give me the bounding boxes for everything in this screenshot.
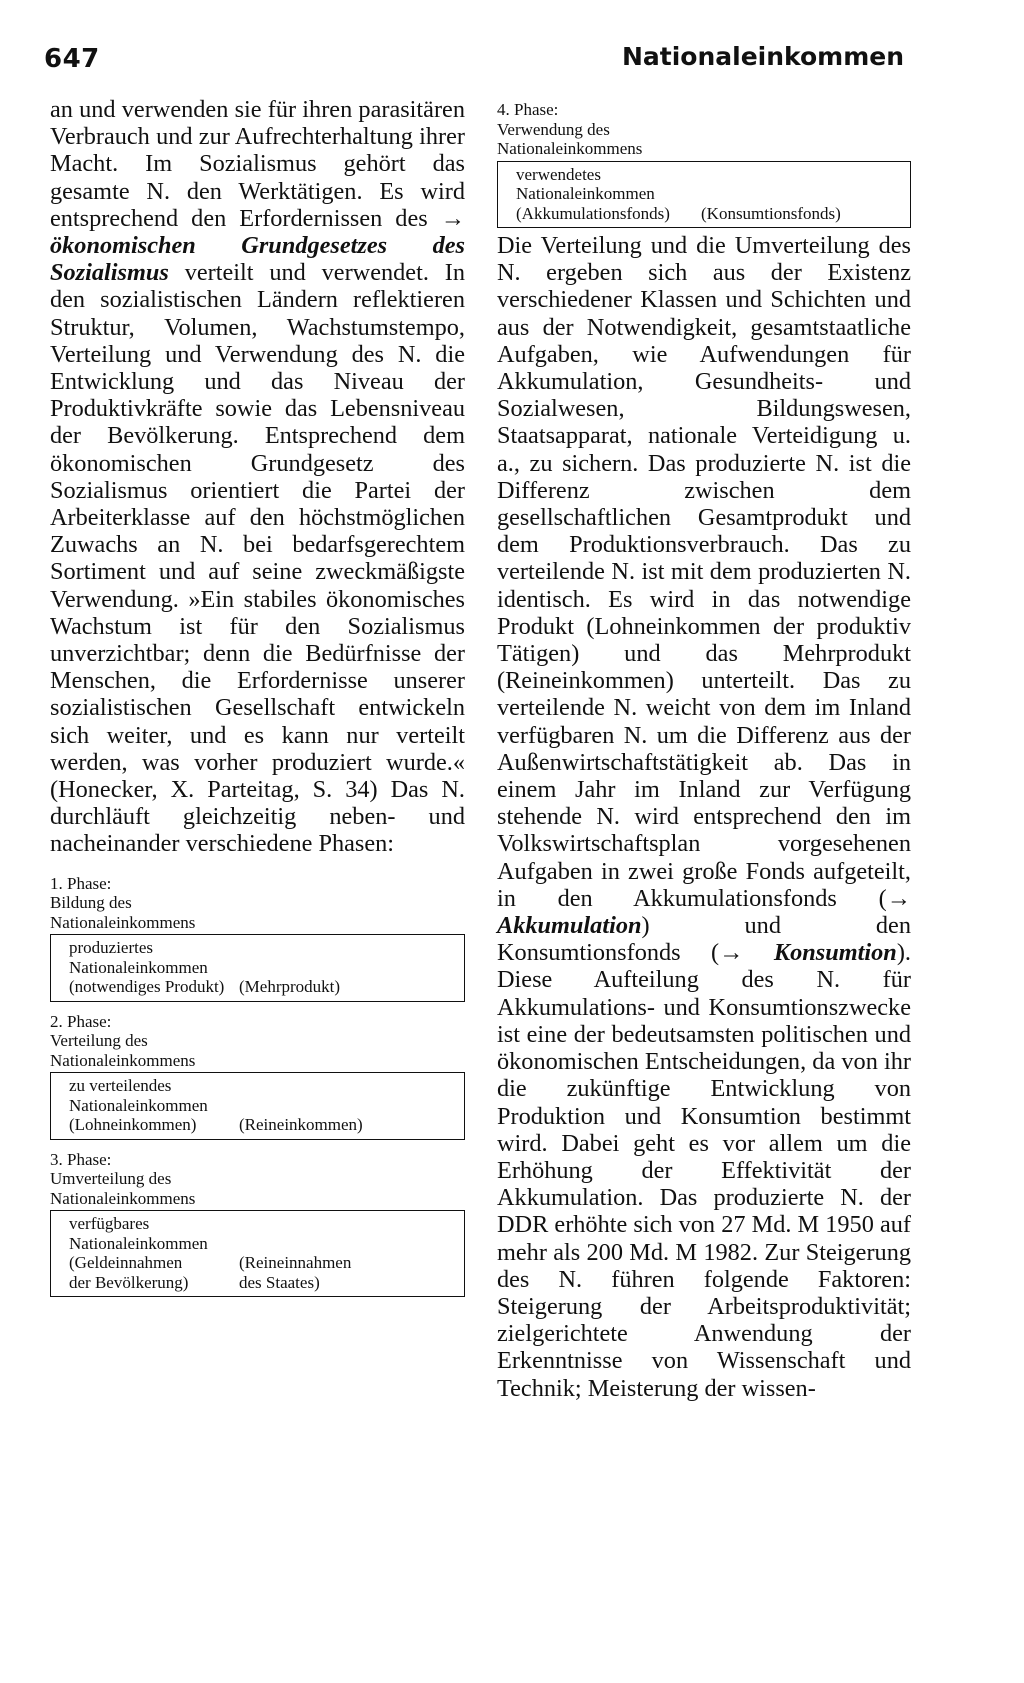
phase-4 [497,100,911,228]
left-column [50,96,465,1307]
phase-label: 3. Phase: [50,1149,112,1169]
phase-title-line-1: Verwendung des [497,119,610,139]
box-split [69,1115,456,1135]
cross-reference-link-akkumulation[interactable]: Akkumulation [497,912,642,940]
phase-1 [50,874,465,1002]
box-left-part: (Akkumulationsfonds) [516,203,670,223]
phase-title-line-1: Umverteilung des [50,1169,172,1189]
cross-reference-link-konsumtion[interactable]: Konsumtion [773,939,897,967]
left-text-b: verteilt und verwendet. In den sozialistischen Ländern reflektieren Struktur, Volumen, Wachstumstempo, Verteilung und Verwendung des N. die Entwicklung und das Niveau der Produktivkräfte sowie das Lebensniveau der Bevölkerung. Entsprechend dem ökonomischen Grundgesetz des Sozialismus orientiert die Partei der Arbeiterklasse auf den höchstmöglichen Zuwachs an N. bei bedarfsgerechtem Sortiment und auf seine zweckmäßigste Verwendung. »Ein stabiles ökonomisches Wachstum ist für den Sozialismus unverzichtbar; denn die Bedürfnisse der Menschen, die Erfordernisse unserer sozialistischen Gesellschaft entwickeln sich weiter, und es kann nur verteilt werden, was vorher produziert wurde.« (Honecker, X. Parteitag, S. 34) Das N. durchläuft gleichzeitig neben- und nacheinander verschiedene Phasen: [50,259,465,858]
box-head-line-1: zu verteilendes [69,1076,172,1096]
phase-title-line-2: Nationaleinkommens [50,1188,196,1208]
phase-label: 2. Phase: [50,1011,112,1031]
running-head: Nationaleinkommen [621,42,904,71]
right-text-c: ). Diese Aufteilung des N. für Akkumulations- und Konsumtionszwecke ist eine der bedeutsamsten politischen und ökonomischen Entscheidungen, da von ihr die zukünftige Entwicklung von Produktion und Konsumtion bestimmt wird. Dabei geht es vor allem um die Erhöhung der Effektivität der Akkumulation. Das produzierte N. der DDR erhöhte sich von 27 Md. M 1950 auf mehr als 200 Md. M 1982. Zur Steigerung des N. führen folgende Faktoren: Steigerung der Arbeitsproduktivität; zielgerichtete Anwendung der Erkenntnisse von Wissenschaft und Technik; Meisterung der wissen- [497,939,911,1402]
phase-title-line-1: Verteilung des [50,1031,148,1051]
box-head-line-2: Nationaleinkommen [516,184,655,203]
page-number: 647 [44,44,100,74]
right-text-b: ) und den Konsumtionsfonds (→ [497,912,911,967]
right-paragraph [497,232,911,1402]
left-text-a: an und verwenden sie für ihren parasitären Verbrauch und zur Aufrechterhaltung ihrer Macht. Im Sozialismus gehört das gesamte N. den Werktätigen. Es wird entsprechend den Erfordernissen des → [50,96,465,232]
box-right-part: (Reineinkommen) [239,1115,363,1135]
right-text-a: Die Verteilung und die Umverteilung des N. ergeben sich aus der Existenz verschiedener Klassen und Schichten und aus der Notwendigkeit, gesamtstaatliche Aufgaben, wie Aufwendungen für Akkumulation, Gesundheits- und Sozialwesen, Bildungswesen, Staatsapparat, nationale Verteidigung u. a., zu sichern. Das produzierte N. ist die Differenz zwischen dem gesellschaftlichen Gesamtprodukt und dem Produktionsverbrauch. Das zu verteilende N. ist mit dem produzierten N. identisch. Es wird in das notwendige Produkt (Lohneinkommen der produktiv Tätigen) und das Mehrprodukt (Reineinkommen) unterteilt. Das zu verteilende N. weicht von dem im Inland verfügbaren N. um die Differenz aus der Außenwirtschaftstätigkeit ab. Das in einem Jahr im Inland zur Verfügung stehende N. wird entsprechend den im Volkswirtschaftsplan vorgesehenen Aufgaben in zwei große Fonds aufgeteilt, in den Akkumulationsfonds (→ [497,232,911,912]
box-head-line-2: Nationaleinkommen [69,957,208,977]
phase-label: 4. Phase: [497,100,559,119]
phase-3 [50,1150,465,1298]
left-paragraph [50,96,465,858]
box-left-part: (notwendiges Produkt) [69,977,225,997]
phase-2 [50,1012,465,1140]
box-head-line-1: verfügbares [69,1214,150,1234]
phase-box [497,161,911,229]
phase-title-line-2: Nationaleinkommens [50,1050,196,1070]
box-head-line-2: Nationaleinkommen [69,1095,208,1115]
box-head-line-2: Nationaleinkommen [69,1233,208,1253]
box-left-part: (Geldeinnahmen der Bevölkerung) [69,1253,189,1292]
box-split [69,1253,456,1292]
box-right-part: (Konsumtionsfonds) [701,203,841,223]
box-left-part: (Lohneinkommen) [69,1115,197,1135]
phase-box [50,1072,465,1140]
phase-label: 1. Phase: [50,873,112,893]
phase-box [50,1210,465,1297]
phase-title-line-1: Bildung des [50,893,132,913]
box-head-line-1: produziertes [69,938,154,958]
phase-title-line-2: Nationaleinkommens [50,912,196,932]
right-column [497,96,911,1402]
box-split [516,204,902,224]
box-right-part: (Reineinnahmen des Staates) [239,1253,352,1292]
cross-reference-link[interactable]: ökonomischen Grundgesetzes des Sozialismus [50,232,465,287]
phase-title-line-2: Nationaleinkommens [497,139,643,158]
phase-box [50,934,465,1002]
box-head-line-1: verwendetes [516,164,601,184]
box-right-part: (Mehrprodukt) [239,977,341,997]
box-split [69,977,456,997]
